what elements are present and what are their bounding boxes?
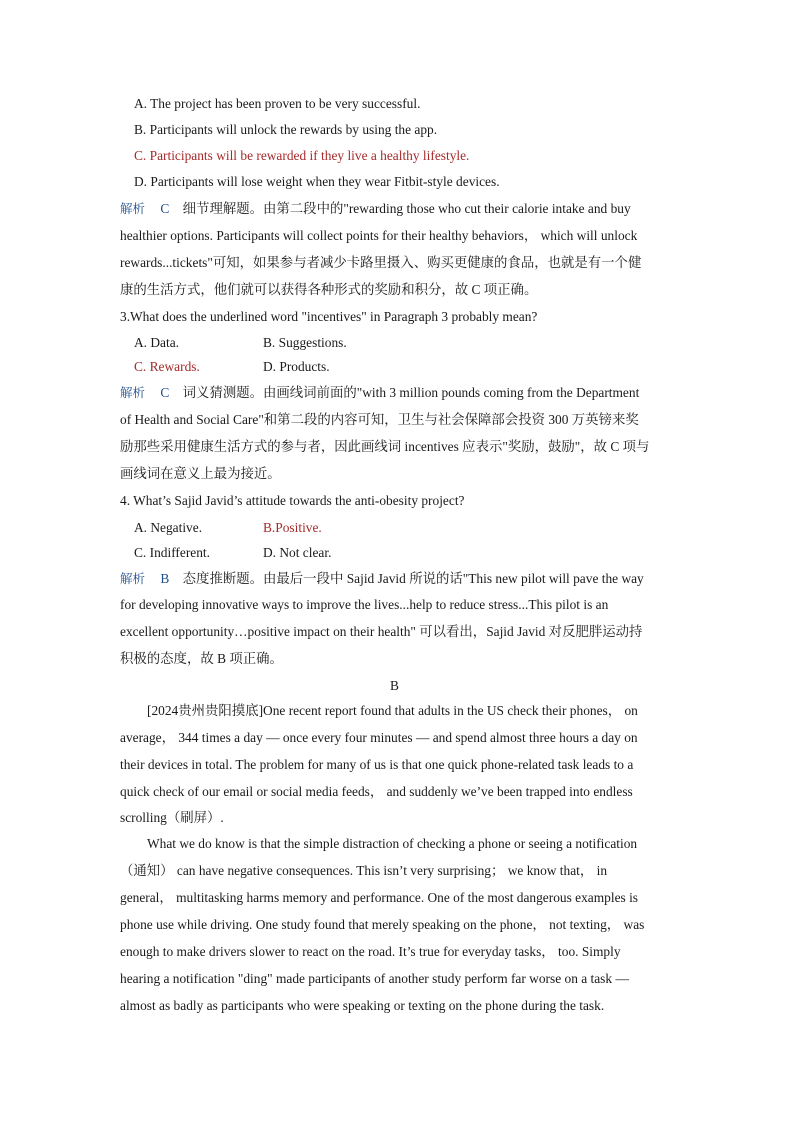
analysis-text: 态度推断题。由最后一段中 Sajid Javid 所说的话"This new pilot will pave the way: [182, 571, 644, 586]
passage-line: their devices in total. The problem for many of us is that one quick phone-related task leads to a: [120, 757, 634, 772]
analysis-text: 细节理解题。由第二段中的"rewarding those who cut their calorie intake and buy: [182, 201, 631, 216]
q4-question: 4. What’s Sajid Javid’s attitude towards the anti-obesity project?: [120, 493, 465, 508]
analysis-answer-letter: B: [160, 571, 170, 586]
passage-line: phone use while driving. One study found that merely speaking on the phone， not texting， was: [120, 917, 645, 932]
analysis-label: 解析: [120, 201, 146, 216]
q4-analysis-line: 积极的态度，故 B 项正确。: [120, 651, 283, 666]
passage-line: scrolling（刷屏）.: [120, 810, 224, 825]
passage-line: hearing a notification "ding" made participants of another study perform far worse on a task —: [120, 971, 629, 986]
q4-analysis-line: excellent opportunity…positive impact on their health" 可以看出，Sajid Javid 对反肥胖运动持: [120, 624, 643, 639]
passage-line: What we do know is that the simple distraction of checking a phone or seeing a notification: [147, 836, 638, 851]
passage-line: （通知） can have negative consequences. This isn’t very surprising； we know that， in: [120, 863, 608, 878]
passage-line: [2024贵州贵阳摸底]One recent report found that adults in the US check their phones， on: [147, 703, 638, 718]
q3-analysis-line: 画线词在意义上最为接近。: [120, 466, 281, 481]
q2-option-b: B. Participants will unlock the rewards by using the app.: [134, 122, 438, 137]
section-heading: B: [390, 678, 399, 693]
analysis-label: 解析: [120, 571, 146, 586]
q2-option-c-answer: C. Participants will be rewarded if they live a healthy lifestyle.: [134, 148, 470, 163]
q3-option-c-answer: C. Rewards.: [134, 359, 200, 374]
analysis-label: 解析: [120, 385, 146, 400]
q4-analysis-line: for developing innovative ways to improve the lives...help to reduce stress...This pilot is an: [120, 597, 609, 612]
analysis-text: 词义猜测题。由画线词前面的"with 3 million pounds coming from the Department: [182, 385, 640, 400]
passage-line: almost as badly as participants who were speaking or texting on the phone during the task.: [120, 998, 605, 1013]
q3-question: 3.What does the underlined word "incentives" in Paragraph 3 probably mean?: [120, 309, 538, 324]
q2-analysis-line: rewards...tickets"可知，如果参与者减少卡路里摄入、购买更健康的食品，也就是有一个健: [120, 255, 642, 270]
q2-option-a: A. The project has been proven to be very successful.: [134, 96, 421, 111]
q3-analysis-line: 励那些采用健康生活方式的参与者，因此画线词 incentives 应表示"奖励，鼓励"，故 C 项与: [120, 439, 650, 454]
q2-analysis-line: 康的生活方式，他们就可以获得各种形式的奖励和积分，故 C 项正确。: [120, 282, 538, 297]
q4-option-d: D. Not clear.: [263, 545, 332, 560]
q3-analysis-line: of Health and Social Care"和第二段的内容可知，卫生与社会保障部会投资 300 万英镑来奖: [120, 412, 639, 427]
q2-analysis-line: [120, 201, 631, 217]
passage-line: average， 344 times a day — once every four minutes — and spend almost three hours a day on: [120, 730, 638, 745]
analysis-answer-letter: C: [160, 201, 170, 216]
q4-option-a: A. Negative.: [134, 520, 203, 535]
q3-option-a: A. Data.: [134, 335, 179, 350]
analysis-answer-letter: C: [160, 385, 170, 400]
passage-line: enough to make drivers slower to react on the road. It’s true for everyday tasks， too. Simply: [120, 944, 621, 959]
passage-line: general， multitasking harms memory and performance. One of the most dangerous examples is: [120, 890, 638, 905]
passage-line: quick check of our email or social media feeds， and suddenly we’ve been trapped into endless: [120, 784, 633, 799]
q3-option-b: B. Suggestions.: [263, 335, 347, 350]
q2-option-d: D. Participants will lose weight when they wear Fitbit-style devices.: [134, 174, 500, 189]
q4-option-b-answer: B.Positive.: [263, 520, 322, 535]
q3-option-d: D. Products.: [263, 359, 330, 374]
q4-option-c: C. Indifferent.: [134, 545, 210, 560]
q4-analysis-line: [120, 571, 644, 587]
q2-analysis-line: healthier options. Participants will collect points for their healthy behaviors， which will unlock: [120, 228, 638, 243]
q3-analysis-line: [120, 385, 639, 401]
